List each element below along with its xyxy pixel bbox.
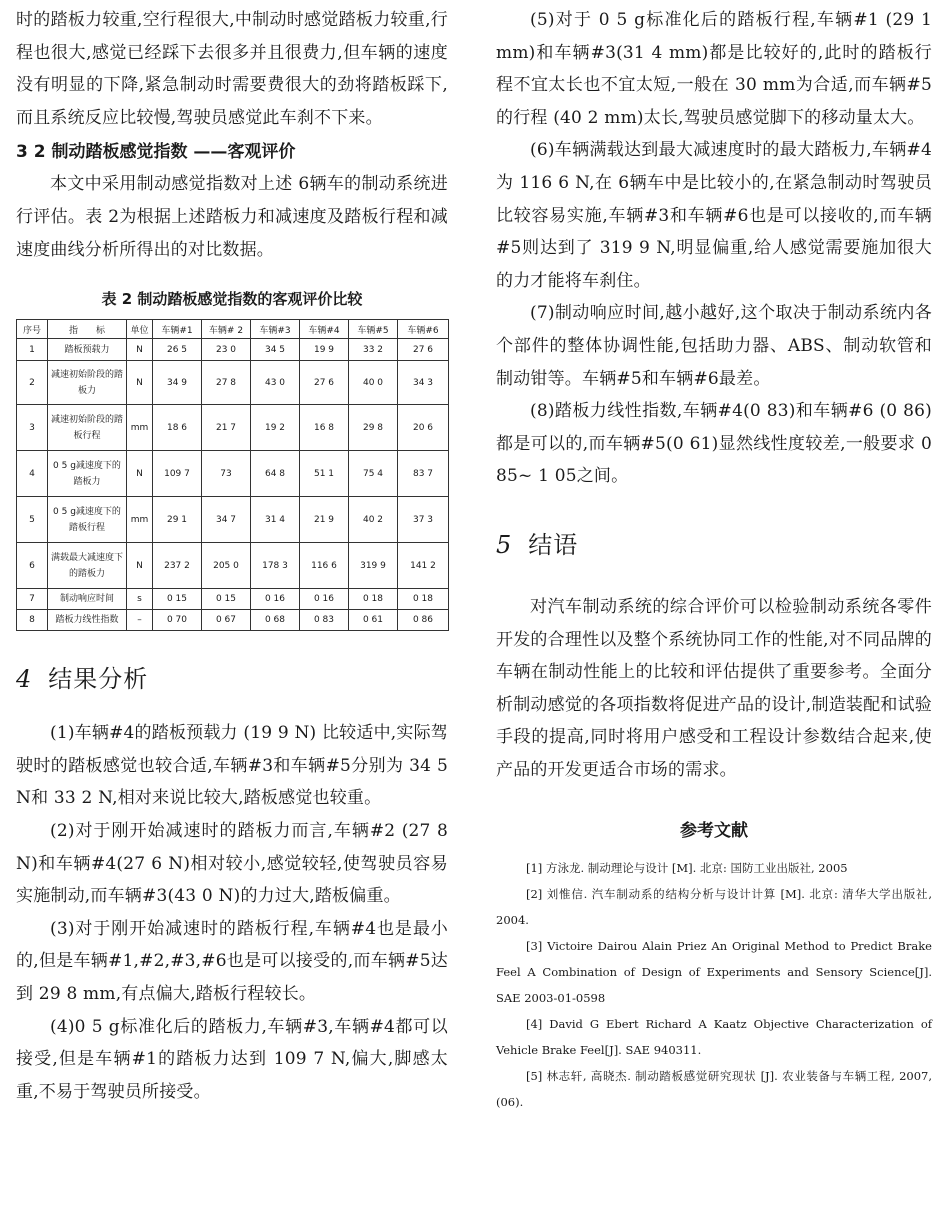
analysis-item-1: (1)车辆#4的踏板预载力 (19 9 N) 比较适中,实际驾驶时的踏板感觉也较合适,车辆#3和车辆#5分别为 34 5 N和 33 2 N,相对来说比较大,踏板感觉也较重。 <box>16 723 448 809</box>
row-value: 29 8 <box>349 405 398 451</box>
row-value: 18 6 <box>153 405 202 451</box>
row-item: 0 5 g减速度下的踏板行程 <box>48 497 127 543</box>
section-4-number: 4 <box>16 665 33 694</box>
row-value: 116 6 <box>300 543 349 589</box>
row-value: 43 0 <box>251 361 300 405</box>
table-row <box>17 405 449 451</box>
row-value: 0 61 <box>349 610 398 631</box>
header-vehicle-5: 车辆#5 <box>349 320 398 339</box>
row-value: 0 15 <box>202 589 251 610</box>
row-unit: mm <box>127 405 153 451</box>
row-value: 34 9 <box>153 361 202 405</box>
row-unit: N <box>127 361 153 405</box>
row-value: 178 3 <box>251 543 300 589</box>
row-value: 83 7 <box>398 451 449 497</box>
row-unit: N <box>127 543 153 589</box>
row-item: 减速初始阶段的踏板力 <box>48 361 127 405</box>
section-5-number: 5 <box>496 530 513 559</box>
row-value: 21 9 <box>300 497 349 543</box>
header-item: 指 标 <box>48 320 127 339</box>
comparison-table <box>16 319 449 631</box>
header-unit: 单位 <box>127 320 153 339</box>
row-value: 29 1 <box>153 497 202 543</box>
section-3-2-heading: 3 2 制动踏板感觉指数 ——客观评价 <box>16 142 296 163</box>
header-vehicle-4: 车辆#4 <box>300 320 349 339</box>
right-column <box>496 4 932 1115</box>
row-unit: – <box>127 610 153 631</box>
row-value: 23 0 <box>202 339 251 361</box>
section-4-title: 结果分析 <box>48 665 149 694</box>
row-no: 5 <box>17 497 48 543</box>
row-value: 205 0 <box>202 543 251 589</box>
section-5-title: 结语 <box>528 530 579 559</box>
row-no: 2 <box>17 361 48 405</box>
row-value: 0 86 <box>398 610 449 631</box>
row-value: 27 8 <box>202 361 251 405</box>
left-column <box>16 4 448 1108</box>
analysis-item-2: (2)对于刚开始减速时的踏板力而言,车辆#2 (27 8 N)和车辆#4(27 6 N)相对较小,感觉较轻,使驾驶员容易实施制动,而车辆#3(43 0 N)的力过大,踏板偏重。 <box>16 820 448 907</box>
table-row <box>17 589 449 610</box>
analysis-item-3: (3)对于刚开始减速时的踏板行程,车辆#4也是最小的,但是车辆#1,#2,#3,#6也是可以接受的,而车辆#5达到 29 8 mm,有点偏大,踏板行程较长。 <box>16 918 448 1004</box>
row-no: 8 <box>17 610 48 631</box>
row-value: 19 2 <box>251 405 300 451</box>
header-vehicle-2: 车辆# 2 <box>202 320 251 339</box>
row-value: 0 18 <box>398 589 449 610</box>
conclusion-paragraph: 对汽车制动系统的综合评价可以检验制动系统各零件开发的合理性以及整个系统协同工作的性能,对不同品牌的车辆在制动性能上的比较和评估提供了重要参考。全面分析制动感觉的各项指数将促进产品的设计,制造装配和试验手段的提高,同时将用户感受和工程设计参数结合起来,使产品的开发更适合市场的需求。 <box>496 596 932 780</box>
row-item: 制动响应时间 <box>48 589 127 610</box>
analysis-item-8: (8)踏板力线性指数,车辆#4(0 83)和车辆#6 (0 86)都是可以的,而车辆#5(0 61)显然线性度较差,一般要求 0 85~ 1 05之间。 <box>496 401 932 487</box>
row-item: 踏板力线性指数 <box>48 610 127 631</box>
row-value: 75 4 <box>349 451 398 497</box>
row-value: 0 83 <box>300 610 349 631</box>
row-no: 1 <box>17 339 48 361</box>
row-item: 满载最大减速度下的踏板力 <box>48 543 127 589</box>
row-value: 27 6 <box>300 361 349 405</box>
row-value: 34 7 <box>202 497 251 543</box>
header-vehicle-3: 车辆#3 <box>251 320 300 339</box>
row-value: 33 2 <box>349 339 398 361</box>
row-value: 16 8 <box>300 405 349 451</box>
row-value: 73 <box>202 451 251 497</box>
row-value: 0 70 <box>153 610 202 631</box>
row-value: 319 9 <box>349 543 398 589</box>
table-header-row <box>17 320 449 339</box>
row-value: 37 3 <box>398 497 449 543</box>
analysis-item-5: (5)对于 0 5 g标准化后的踏板行程,车辆#1 (29 1 mm)和车辆#3(31 4 mm)都是比较好的,此时的踏板行程不宜太长也不宜太短,一般在 30 mm为合适,而车辆#5的行程 (40 2 mm)太长,驾驶员感觉脚下的移动量太大。 <box>496 10 932 128</box>
table-row <box>17 497 449 543</box>
paragraph-continued: 时的踏板力较重,空行程很大,中制动时感觉踏板力较重,行程也很大,感觉已经踩下去很多并且很费力,但车辆的速度没有明显的下降,紧急制动时需要费很大的劲将踏板踩下,而且系统反应比较慢,驾驶员感觉此车刹不下来。 <box>16 10 448 128</box>
row-unit: N <box>127 339 153 361</box>
analysis-item-7: (7)制动响应时间,越小越好,这个取决于制动系统内各个部件的整体协调性能,包括助力器、ABS、制动软管和制动钳等。车辆#5和车辆#6最差。 <box>496 303 932 389</box>
reference-item: [2] 刘惟信. 汽车制动系的结构分析与设计计算 [M]. 北京: 清华大学出版社, 2004. <box>496 887 932 928</box>
row-value: 31 4 <box>251 497 300 543</box>
section-4-heading <box>16 663 448 695</box>
row-item: 踏板预载力 <box>48 339 127 361</box>
row-item: 减速初始阶段的踏板行程 <box>48 405 127 451</box>
header-vehicle-6: 车辆#6 <box>398 320 449 339</box>
row-value: 40 0 <box>349 361 398 405</box>
references-heading: 参考文献 <box>680 821 748 842</box>
reference-item: [5] 林志轩, 高晓杰. 制动踏板感觉研究现状 [J]. 农业装备与车辆工程, 2007, (06). <box>496 1069 932 1110</box>
row-value: 0 15 <box>153 589 202 610</box>
row-value: 40 2 <box>349 497 398 543</box>
row-value: 109 7 <box>153 451 202 497</box>
row-unit: s <box>127 589 153 610</box>
row-value: 19 9 <box>300 339 349 361</box>
row-value: 34 5 <box>251 339 300 361</box>
row-unit: mm <box>127 497 153 543</box>
row-value: 26 5 <box>153 339 202 361</box>
reference-item: [4] David G Ebert Richard A Kaatz Objective Characterization of Vehicle Brake Feel[J]. SAE 940311. <box>496 1017 932 1058</box>
row-value: 0 68 <box>251 610 300 631</box>
analysis-item-4: (4)0 5 g标准化后的踏板力,车辆#3,车辆#4都可以接受,但是车辆#1的踏板力达到 109 7 N,偏大,脚感太重,不易于驾驶员所接受。 <box>16 1016 448 1102</box>
header-vehicle-1: 车辆#1 <box>153 320 202 339</box>
row-no: 4 <box>17 451 48 497</box>
row-value: 141 2 <box>398 543 449 589</box>
header-no: 序号 <box>17 320 48 339</box>
reference-item: [3] Victoire Dairou Alain Priez An Original Method to Predict Brake Feel A Combination of Design of Experiments and Sensory Science[J]. SAE 2003-01-0598 <box>496 939 932 1006</box>
section-3-2-paragraph: 本文中采用制动感觉指数对上述 6辆车的制动系统进行评估。表 2为根据上述踏板力和减速度及踏板行程和减速度曲线分析所得出的对比数据。 <box>16 174 448 260</box>
row-item: 0 5 g减速度下的踏板力 <box>48 451 127 497</box>
row-value: 0 16 <box>251 589 300 610</box>
row-value: 21 7 <box>202 405 251 451</box>
row-no: 3 <box>17 405 48 451</box>
row-value: 0 16 <box>300 589 349 610</box>
section-5-heading <box>496 529 932 561</box>
table-row <box>17 451 449 497</box>
row-value: 64 8 <box>251 451 300 497</box>
row-value: 0 18 <box>349 589 398 610</box>
reference-item: [1] 方泳龙. 制动理论与设计 [M]. 北京: 国防工业出版社, 2005 <box>526 861 848 876</box>
row-value: 0 67 <box>202 610 251 631</box>
row-value: 34 3 <box>398 361 449 405</box>
row-no: 6 <box>17 543 48 589</box>
table-2-title: 表 2 制动踏板感觉指数的客观评价比较 <box>101 290 363 309</box>
row-value: 51 1 <box>300 451 349 497</box>
row-value: 237 2 <box>153 543 202 589</box>
analysis-item-6: (6)车辆满载达到最大减速度时的最大踏板力,车辆#4为 116 6 N,在 6辆车中是比较小的,在紧急制动时驾驶员比较容易实施,车辆#3和车辆#6也是可以接收的,而车辆#5则达到了 319 9 N,明显偏重,给人感觉需要施加很大的力才能将车刹住。 <box>496 140 932 291</box>
table-row <box>17 610 449 631</box>
row-value: 27 6 <box>398 339 449 361</box>
row-no: 7 <box>17 589 48 610</box>
row-unit: N <box>127 451 153 497</box>
table-row <box>17 543 449 589</box>
table-row <box>17 339 449 361</box>
row-value: 20 6 <box>398 405 449 451</box>
table-row <box>17 361 449 405</box>
